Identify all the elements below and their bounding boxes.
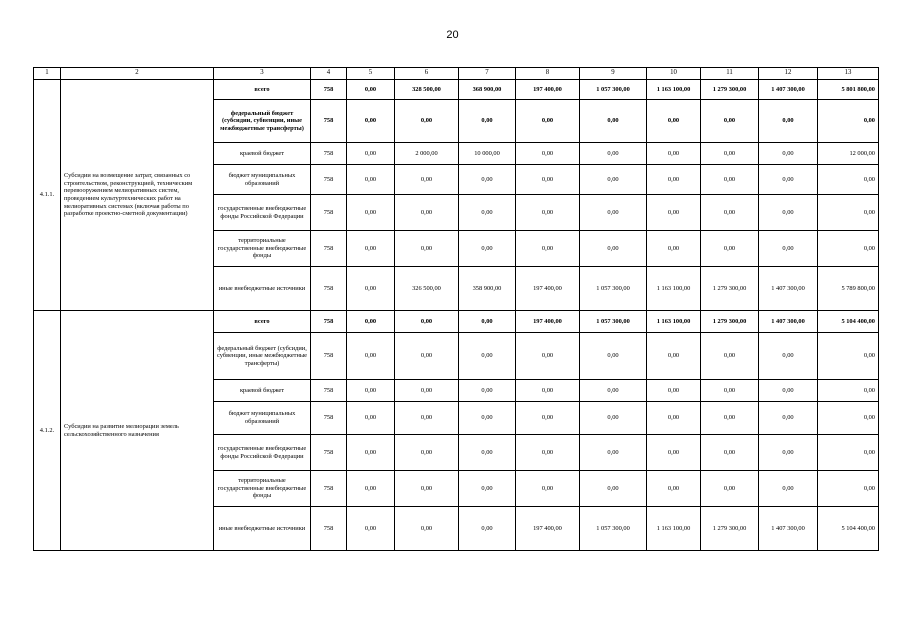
funding-source-label: иные внебюджетные источники xyxy=(214,267,311,311)
value-cell: 0,00 xyxy=(395,311,459,333)
value-cell: 0,00 xyxy=(701,471,759,507)
value-cell: 358 900,00 xyxy=(459,267,516,311)
value-cell: 0,00 xyxy=(347,507,395,551)
value-cell: 0,00 xyxy=(580,402,647,435)
value-cell: 5 104 400,00 xyxy=(818,311,879,333)
funding-source-label: бюджет муниципальных образований xyxy=(214,402,311,435)
value-cell: 1 279 300,00 xyxy=(701,80,759,100)
section-name: Субсидии на развитие мелиорации земель сельскохозяйственного назначения xyxy=(61,311,214,551)
value-cell: 0,00 xyxy=(395,471,459,507)
funding-source-label: всего xyxy=(214,311,311,333)
header-cell: 9 xyxy=(580,68,647,80)
value-cell: 197 400,00 xyxy=(516,311,580,333)
value-cell: 0,00 xyxy=(580,471,647,507)
value-cell: 5 801 800,00 xyxy=(818,80,879,100)
value-cell: 0,00 xyxy=(516,231,580,267)
value-cell: 0,00 xyxy=(818,333,879,380)
value-cell: 0,00 xyxy=(701,380,759,402)
value-cell: 0,00 xyxy=(459,507,516,551)
value-cell: 758 xyxy=(311,471,347,507)
header-cell: 8 xyxy=(516,68,580,80)
value-cell: 0,00 xyxy=(759,143,818,165)
header-cell: 2 xyxy=(61,68,214,80)
value-cell: 758 xyxy=(311,267,347,311)
value-cell: 12 000,00 xyxy=(818,143,879,165)
value-cell: 758 xyxy=(311,165,347,195)
value-cell: 0,00 xyxy=(347,333,395,380)
funding-source-label: государственные внебюджетные фонды Российской Федерации xyxy=(214,435,311,471)
value-cell: 0,00 xyxy=(459,435,516,471)
value-cell: 0,00 xyxy=(701,435,759,471)
value-cell: 0,00 xyxy=(516,165,580,195)
value-cell: 197 400,00 xyxy=(516,507,580,551)
value-cell: 0,00 xyxy=(701,231,759,267)
section-code: 4.1.1. xyxy=(34,80,61,311)
value-cell: 1 057 300,00 xyxy=(580,80,647,100)
funding-source-label: территориальные государственные внебюджетные фонды xyxy=(214,471,311,507)
value-cell: 0,00 xyxy=(580,100,647,143)
budget-table xyxy=(33,67,879,551)
value-cell: 1 407 300,00 xyxy=(759,507,818,551)
header-cell: 12 xyxy=(759,68,818,80)
funding-source-label: государственные внебюджетные фонды Российской Федерации xyxy=(214,195,311,231)
value-cell: 1 279 300,00 xyxy=(701,267,759,311)
header-cell: 11 xyxy=(701,68,759,80)
value-cell: 0,00 xyxy=(459,195,516,231)
value-cell: 0,00 xyxy=(818,100,879,143)
value-cell: 758 xyxy=(311,231,347,267)
value-cell: 0,00 xyxy=(459,380,516,402)
value-cell: 758 xyxy=(311,311,347,333)
value-cell: 0,00 xyxy=(516,435,580,471)
value-cell: 0,00 xyxy=(647,435,701,471)
header-cell: 10 xyxy=(647,68,701,80)
value-cell: 10 000,00 xyxy=(459,143,516,165)
value-cell: 5 789 800,00 xyxy=(818,267,879,311)
value-cell: 0,00 xyxy=(516,195,580,231)
value-cell: 0,00 xyxy=(759,402,818,435)
value-cell: 0,00 xyxy=(701,143,759,165)
value-cell: 0,00 xyxy=(701,100,759,143)
header-cell: 6 xyxy=(395,68,459,80)
value-cell: 0,00 xyxy=(647,333,701,380)
value-cell: 0,00 xyxy=(818,231,879,267)
value-cell: 0,00 xyxy=(516,380,580,402)
table-row xyxy=(34,311,879,333)
value-cell: 0,00 xyxy=(701,402,759,435)
value-cell: 0,00 xyxy=(647,100,701,143)
funding-source-label: федеральный бюджет (субсидии, субвенции, иные межбюджетные трансферты) xyxy=(214,333,311,380)
value-cell: 0,00 xyxy=(759,380,818,402)
value-cell: 0,00 xyxy=(580,333,647,380)
value-cell: 368 900,00 xyxy=(459,80,516,100)
funding-source-label: территориальные государственные внебюджетные фонды xyxy=(214,231,311,267)
value-cell: 2 000,00 xyxy=(395,143,459,165)
value-cell: 0,00 xyxy=(347,380,395,402)
table-row xyxy=(34,80,879,100)
value-cell: 0,00 xyxy=(347,435,395,471)
header-cell: 5 xyxy=(347,68,395,80)
funding-source-label: всего xyxy=(214,80,311,100)
value-cell: 0,00 xyxy=(759,435,818,471)
value-cell: 1 057 300,00 xyxy=(580,311,647,333)
value-cell: 0,00 xyxy=(347,267,395,311)
value-cell: 1 407 300,00 xyxy=(759,267,818,311)
value-cell: 326 500,00 xyxy=(395,267,459,311)
value-cell: 758 xyxy=(311,100,347,143)
page-number: 20 xyxy=(446,29,459,41)
value-cell: 0,00 xyxy=(347,231,395,267)
value-cell: 0,00 xyxy=(516,333,580,380)
value-cell: 1 163 100,00 xyxy=(647,311,701,333)
value-cell: 758 xyxy=(311,380,347,402)
value-cell: 758 xyxy=(311,507,347,551)
value-cell: 197 400,00 xyxy=(516,80,580,100)
value-cell: 0,00 xyxy=(347,80,395,100)
header-cell: 1 xyxy=(34,68,61,80)
value-cell: 0,00 xyxy=(580,231,647,267)
value-cell: 0,00 xyxy=(459,311,516,333)
value-cell: 328 500,00 xyxy=(395,80,459,100)
value-cell: 0,00 xyxy=(647,231,701,267)
value-cell: 0,00 xyxy=(459,100,516,143)
value-cell: 0,00 xyxy=(395,333,459,380)
value-cell: 1 163 100,00 xyxy=(647,267,701,311)
value-cell: 0,00 xyxy=(347,402,395,435)
value-cell: 1 057 300,00 xyxy=(580,267,647,311)
value-cell: 0,00 xyxy=(647,402,701,435)
value-cell: 0,00 xyxy=(395,231,459,267)
value-cell: 0,00 xyxy=(759,195,818,231)
value-cell: 0,00 xyxy=(395,402,459,435)
value-cell: 0,00 xyxy=(516,143,580,165)
value-cell: 0,00 xyxy=(347,195,395,231)
value-cell: 758 xyxy=(311,143,347,165)
value-cell: 0,00 xyxy=(647,471,701,507)
value-cell: 0,00 xyxy=(516,100,580,143)
value-cell: 0,00 xyxy=(647,165,701,195)
value-cell: 0,00 xyxy=(818,195,879,231)
value-cell: 0,00 xyxy=(459,165,516,195)
section-name: Субсидии на возмещение затрат, связанных со строительством, реконструкцией, техническим перевооружением мелиоративных систем, проведением культуртехнических работ на мелиоративных системах (включая работы по разработке проектно-сметной документации) xyxy=(61,80,214,311)
value-cell: 0,00 xyxy=(647,195,701,231)
value-cell: 1 279 300,00 xyxy=(701,311,759,333)
value-cell: 0,00 xyxy=(347,100,395,143)
value-cell: 0,00 xyxy=(459,231,516,267)
value-cell: 0,00 xyxy=(759,165,818,195)
value-cell: 0,00 xyxy=(701,333,759,380)
value-cell: 0,00 xyxy=(395,165,459,195)
funding-source-label: бюджет муниципальных образований xyxy=(214,165,311,195)
value-cell: 0,00 xyxy=(580,435,647,471)
value-cell: 1 279 300,00 xyxy=(701,507,759,551)
value-cell: 0,00 xyxy=(347,165,395,195)
value-cell: 0,00 xyxy=(818,435,879,471)
value-cell: 0,00 xyxy=(347,471,395,507)
value-cell: 0,00 xyxy=(516,471,580,507)
value-cell: 0,00 xyxy=(818,165,879,195)
header-cell: 7 xyxy=(459,68,516,80)
value-cell: 0,00 xyxy=(701,165,759,195)
value-cell: 0,00 xyxy=(395,507,459,551)
value-cell: 758 xyxy=(311,80,347,100)
value-cell: 0,00 xyxy=(580,165,647,195)
value-cell: 1 163 100,00 xyxy=(647,507,701,551)
value-cell: 1 407 300,00 xyxy=(759,80,818,100)
value-cell: 0,00 xyxy=(647,380,701,402)
value-cell: 0,00 xyxy=(347,143,395,165)
funding-source-label: краевой бюджет xyxy=(214,143,311,165)
value-cell: 0,00 xyxy=(701,195,759,231)
value-cell: 1 057 300,00 xyxy=(580,507,647,551)
value-cell: 0,00 xyxy=(580,143,647,165)
header-cell: 4 xyxy=(311,68,347,80)
header-cell: 3 xyxy=(214,68,311,80)
value-cell: 0,00 xyxy=(516,402,580,435)
value-cell: 758 xyxy=(311,195,347,231)
value-cell: 0,00 xyxy=(395,435,459,471)
value-cell: 0,00 xyxy=(818,380,879,402)
value-cell: 758 xyxy=(311,402,347,435)
value-cell: 0,00 xyxy=(818,402,879,435)
value-cell: 0,00 xyxy=(395,380,459,402)
value-cell: 1 407 300,00 xyxy=(759,311,818,333)
value-cell: 0,00 xyxy=(647,143,701,165)
value-cell: 0,00 xyxy=(459,471,516,507)
value-cell: 197 400,00 xyxy=(516,267,580,311)
value-cell: 758 xyxy=(311,333,347,380)
value-cell: 0,00 xyxy=(759,333,818,380)
value-cell: 0,00 xyxy=(818,471,879,507)
header-cell: 13 xyxy=(818,68,879,80)
value-cell: 1 163 100,00 xyxy=(647,80,701,100)
value-cell: 0,00 xyxy=(759,471,818,507)
value-cell: 0,00 xyxy=(395,100,459,143)
value-cell: 0,00 xyxy=(347,311,395,333)
value-cell: 0,00 xyxy=(580,380,647,402)
value-cell: 0,00 xyxy=(395,195,459,231)
value-cell: 0,00 xyxy=(459,333,516,380)
value-cell: 0,00 xyxy=(459,402,516,435)
funding-source-label: иные внебюджетные источники xyxy=(214,507,311,551)
value-cell: 0,00 xyxy=(759,231,818,267)
value-cell: 0,00 xyxy=(580,195,647,231)
value-cell: 5 104 400,00 xyxy=(818,507,879,551)
header-row xyxy=(34,68,879,80)
value-cell: 758 xyxy=(311,435,347,471)
funding-source-label: краевой бюджет xyxy=(214,380,311,402)
funding-source-label: федеральный бюджет (субсидии, субвенции, иные межбюджетные трансферты) xyxy=(214,100,311,143)
section-code: 4.1.2. xyxy=(34,311,61,551)
value-cell: 0,00 xyxy=(759,100,818,143)
